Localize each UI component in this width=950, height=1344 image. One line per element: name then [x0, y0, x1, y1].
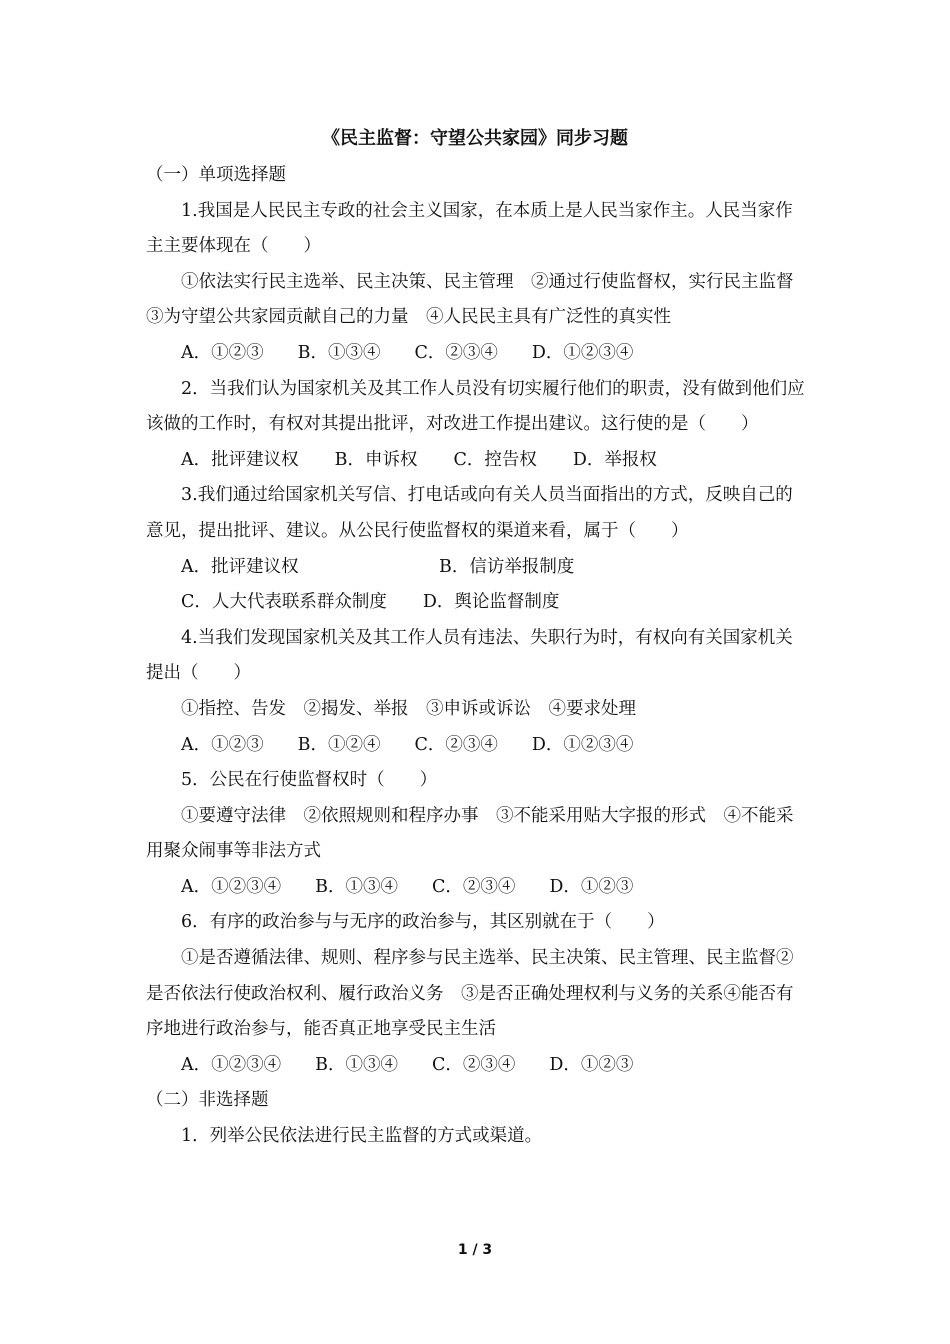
question-items: ①是否遵循法律、规则、程序参与民主选举、民主决策、民主管理、民主监督②是否依法行使政治权利、履行政治义务 ③是否正确处理权利与义务的关系④能否有序地进行政治参与，能否真正地享受民主生活: [146, 948, 794, 1040]
question-items: ①指控、告发 ②揭发、举报 ③申诉或诉讼 ④要求处理: [181, 698, 636, 719]
option-c: C．控告权: [453, 449, 537, 470]
option-b: B．①②④: [297, 734, 381, 755]
answer-options: [146, 728, 806, 764]
option-c: C．②③④: [414, 342, 498, 363]
question-stem: 5．公民在行使监督权时（ ）: [181, 770, 438, 791]
answer-options: [146, 336, 806, 372]
question-stem: 1.我国是人民民主专政的社会主义国家，在本质上是人民当家作主。人民当家作主主要体现在（ ）: [146, 200, 793, 257]
question-stem: 6．有序的政治参与与无序的政治参与，其区别就在于（ ）: [181, 912, 665, 933]
option-c: C．②③④: [432, 1054, 516, 1075]
option-d: D．①②③: [549, 1054, 634, 1075]
option-d: D．①②③: [549, 876, 634, 897]
option-c: C．人大代表联系群众制度: [181, 592, 387, 613]
document-body: [146, 158, 811, 1155]
answer-options: [146, 550, 806, 586]
section-heading: （二）非选择题: [146, 1090, 269, 1111]
question-items: ①要遵守法律 ②依照规则和程序办事 ③不能采用贴大字报的形式 ④不能采用聚众闹事等非法方式: [146, 805, 794, 862]
option-a: A．批评建议权: [181, 449, 299, 470]
option-d: D．①②③④: [531, 342, 634, 363]
question-stem: 2．当我们认为国家机关及其工作人员没有切实履行他们的职责，没有做到他们应该做的工作时，有权对其提出批评，对改进工作提出建议。这行使的是（ ）: [146, 378, 805, 435]
document-title: 《民主监督：守望公共家园》同步习题: [322, 128, 628, 149]
section-heading: （一）单项选择题: [146, 165, 286, 185]
answer-options: [146, 1048, 806, 1084]
option-b: B．申诉权: [334, 449, 418, 470]
option-c: C．②③④: [414, 734, 498, 755]
option-d: D．①②③④: [531, 734, 634, 755]
answer-options: [146, 585, 806, 621]
option-d: D．舆论监督制度: [422, 592, 560, 613]
option-a: A．①②③: [181, 342, 264, 363]
option-a: A．批评建议权: [181, 556, 299, 577]
question-stem: 3.我们通过给国家机关写信、打电话或向有关人员当面指出的方式，反映自己的意见，提出批评、建议。从公民行使监督权的渠道来看，属于（ ）: [146, 485, 793, 541]
option-b: B．信访举报制度: [439, 556, 575, 577]
answer-options: [146, 870, 806, 906]
answer-options: [146, 443, 806, 479]
option-d: D．举报权: [572, 449, 657, 470]
question-items: ①依法实行民主选举、民主决策、民主管理 ②通过行使监督权，实行民主监督 ③为守望公共家园贡献自己的力量 ④人民民主具有广泛性的真实性: [146, 271, 811, 328]
option-b: B．①③④: [315, 876, 399, 897]
question-stem: 4.当我们发现国家机关及其工作人员有违法、失职行为时，有权向有关国家机关提出（ ）: [146, 627, 793, 684]
page-number: 1 / 3: [457, 1242, 493, 1258]
option-a: A．①②③: [181, 734, 264, 755]
option-a: A．①②③④: [181, 1054, 282, 1075]
option-c: C．②③④: [432, 876, 516, 897]
option-a: A．①②③④: [181, 876, 282, 897]
option-b: B．①③④: [297, 342, 381, 363]
option-b: B．①③④: [315, 1054, 399, 1075]
question-stem: 1．列举公民依法进行民主监督的方式或渠道。: [181, 1126, 543, 1147]
